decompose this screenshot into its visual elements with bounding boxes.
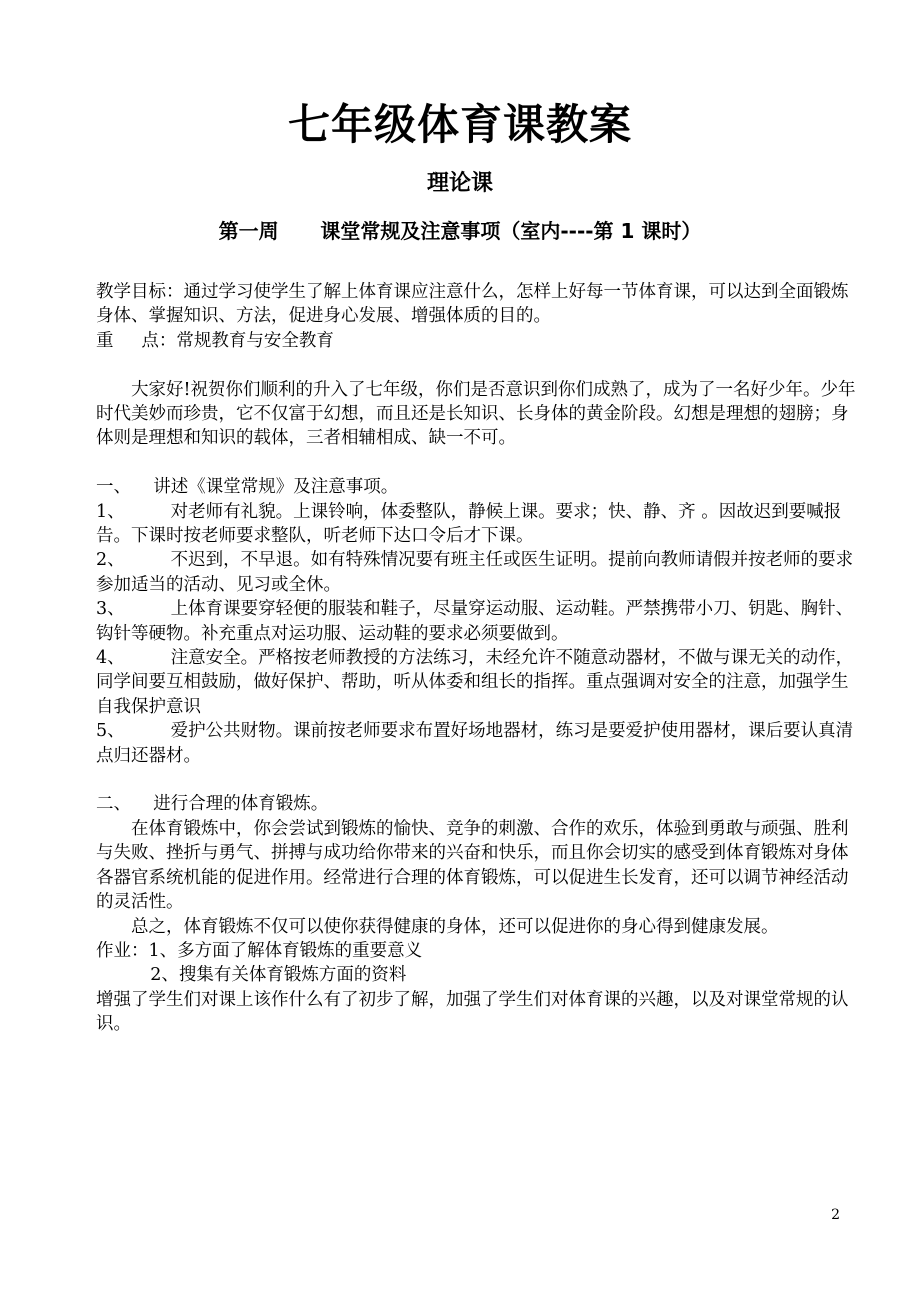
list-item <box>96 500 856 549</box>
homework-item <box>96 963 856 987</box>
list-item <box>96 719 856 768</box>
objective-label: 教学目标： <box>96 282 184 302</box>
spacer <box>96 768 856 792</box>
list-item <box>96 646 856 719</box>
homework-text: 2、搜集有关体育锻炼方面的资料 <box>150 965 407 986</box>
homework-item <box>96 939 856 963</box>
list-item-number: 4、 <box>96 648 125 669</box>
list-item-text: 不迟到，不早退。如有特殊情况要有班主任或医生证明。提前向教师请假并按老师的要求参加适当的活动、见习或全休。 <box>96 550 854 595</box>
homework-text: 1、多方面了解体育锻炼的重要意义 <box>148 940 423 961</box>
list-item-text: 爱护公共财物。课前按老师要求布置好场地器材，练习是要爱护使用器材，课后要认真清点归还器材。 <box>96 721 854 766</box>
list-item <box>96 548 856 597</box>
section2-paragraph: 在体育锻炼中，你会尝试到锻炼的愉快、竞争的刺激、合作的欢乐，体验到勇敢与顽强、胜利与失败、挫折与勇气、拼搏与成功给你带来的兴奋和快乐，而且你会切实的感受到体育锻炼对身体各器官系统机能的促进作用。经常进行合理的体育锻炼，可以促进生长发育，还可以调节神经活动的灵活性。 <box>96 818 849 913</box>
page-title: 七年级体育课教案 <box>287 100 632 149</box>
objective-text: 通过学习使学生了解上体育课应注意什么，怎样上好每一节体育课，可以达到全面锻炼身体、掌握知识、方法，促进身心发展、增强体质的目的。 <box>96 282 849 327</box>
week-heading: 第一周 课堂常规及注意事项（室内----第 1 课时） <box>218 219 702 243</box>
page-number: 2 <box>831 1207 840 1223</box>
document-body <box>96 280 856 1037</box>
homework-label: 作业： <box>96 940 149 961</box>
section1-heading: 一、 讲述《课堂常规》及注意事项。 <box>96 477 399 498</box>
list-item-text: 上体育课要穿轻便的服装和鞋子，尽量穿运动服、运动鞋。严禁携带小刀、钥匙、胸针、钩针等硬物。补充重点对运功服、运动鞋的要求必须要做到。 <box>96 599 854 644</box>
key-point-paragraph <box>96 329 856 353</box>
list-item-text: 注意安全。严格按老师教授的方法练习，未经允许不随意动器材，不做与课无关的动作，同学间要互相鼓励，做好保护、帮助，听从体委和组长的指挥。重点强调对安全的注意，加强学生自我保护意识 <box>96 648 854 717</box>
list-item-text: 对老师有礼貌。上课铃响，体委整队，静候上课。要求；快、静、齐 。因故迟到要喊报告。下课时按老师要求整队，听老师下达口令后才下课。 <box>96 501 842 547</box>
list-item-number: 3、 <box>96 599 125 620</box>
list-item-number: 1、 <box>96 501 125 522</box>
section2-summary: 总之，体育锻炼不仅可以使你获得健康的身体，还可以促进你的身心得到健康发展。 <box>131 916 779 937</box>
intro-paragraph: 大家好!祝贺你们顺利的升入了七年级，你们是否意识到你们成熟了，成为了一名好少年。少年时代美妙而珍贵，它不仅富于幻想，而且还是长知识、长身体的黄金阶段。幻想是理想的翅膀；身体则是理想和知识的载体，三者相辅相成、缺一不可。 <box>96 379 856 449</box>
list-item-number: 5、 <box>96 721 125 742</box>
objective-paragraph <box>96 280 856 329</box>
page-subtitle: 理论课 <box>426 171 493 196</box>
key-point-label: 重 点： <box>96 330 177 351</box>
spacer <box>96 353 856 377</box>
section2-heading: 二、 进行合理的体育锻炼。 <box>96 794 329 815</box>
list-item-number: 2、 <box>96 550 125 571</box>
list-item <box>96 597 856 646</box>
reflection-paragraph: 增强了学生们对课上该作什么有了初步了解，加强了学生们对体育课的兴趣，以及对课堂常规的认识。 <box>96 989 849 1035</box>
key-point-text: 常规教育与安全教育 <box>176 330 334 351</box>
spacer <box>96 451 856 475</box>
